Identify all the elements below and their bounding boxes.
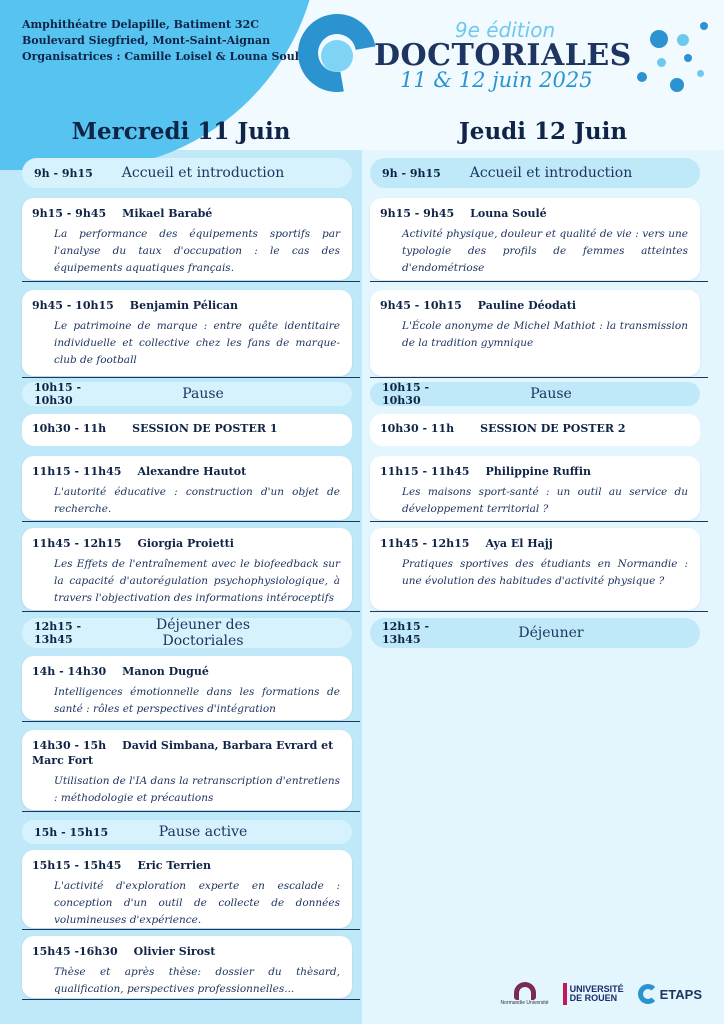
talk-speaker: Mikael Barabé [122, 207, 213, 220]
talk-speaker: David Simbana, Barbara Evrard et Marc Fort [32, 739, 334, 767]
talk-time: 11h15 - 11h45 [380, 465, 470, 478]
band-time: 12h15 - 13h45 [34, 620, 82, 646]
band-label: Accueil et introduction [121, 165, 285, 181]
slot-divider [22, 611, 360, 612]
decor-dot-icon [677, 34, 689, 46]
slot-divider [22, 929, 360, 930]
talk-speaker: Giorgia Proietti [137, 537, 234, 550]
band-label: Pause [530, 386, 572, 402]
talk-title: L'autorité éducative : construction d'un objet de recherche. [54, 486, 340, 515]
talk-time: 11h15 - 11h45 [32, 465, 122, 478]
talk-slot [22, 528, 352, 610]
decor-dot-icon [657, 58, 666, 67]
slot-divider [22, 521, 360, 522]
band-time: 9h - 9h15 [34, 166, 93, 180]
band-time: 10h15 - 10h30 [34, 381, 82, 407]
talk-header [32, 464, 340, 479]
band-time: 12h15 - 13h45 [382, 620, 430, 646]
talk-header [32, 664, 340, 679]
band-label: Pause [182, 386, 224, 402]
rouen-logo-line1: UNIVERSITÉ [569, 984, 624, 994]
slot-divider [22, 377, 360, 378]
band-label: Déjeuner [518, 625, 584, 641]
edition-label: 9e édition [454, 18, 556, 42]
talk-title: Thèse et après thèse: dossier du thèsard, qualification, perspectives professionnelles... [54, 966, 340, 995]
talk-title: Intelligences émotionnelle dans les formations de santé : rôles et perspectives d'intégration [54, 686, 340, 715]
decor-dot-icon [650, 30, 668, 48]
talk-title: Pratiques sportives des étudiants en Normandie : une évolution des habitudes d'activité physique ? [402, 558, 688, 587]
slot-divider [22, 721, 360, 722]
poster-label: SESSION DE POSTER 2 [480, 422, 626, 435]
talk-speaker: Eric Terrien [137, 859, 212, 872]
talk-time: 14h - 14h30 [32, 665, 107, 678]
talk-title: L'activité d'exploration experte en escalade : conception d'un outil de collecte de données volumineuses d'expérience. [54, 880, 340, 926]
talk-time: 11h45 - 12h15 [380, 537, 470, 550]
talk-time: 9h45 - 10h15 [32, 299, 114, 312]
talk-header [380, 206, 688, 221]
rouen-logo-line2: DE ROUEN [569, 993, 618, 1003]
address: Boulevard Siegfried, Mont-Saint-Aignan [22, 34, 271, 47]
poster-label: SESSION DE POSTER 1 [132, 422, 278, 435]
talk-slot [370, 290, 700, 376]
band-time: 15h - 15h15 [34, 825, 109, 839]
talk-title: Activité physique, douleur et qualité de vie : vers une typologie des profils de femmes atteintes d'endométriose [402, 228, 688, 274]
rouen-bar-icon [563, 983, 567, 1005]
band-label: Déjeuner des Doctoriales [155, 617, 251, 649]
band-time: 9h - 9h15 [382, 166, 441, 180]
talk-time: 9h45 - 10h15 [380, 299, 462, 312]
band-time: 10h15 - 10h30 [382, 381, 430, 407]
logo-dot-icon [321, 40, 353, 72]
normandie-universite-logo [501, 982, 549, 1006]
slot-divider [370, 521, 708, 522]
decor-dot-icon [697, 70, 704, 77]
venue: Amphithéatre Delapille, Batiment 32C [22, 18, 259, 31]
talk-speaker: Philippine Ruffin [485, 465, 591, 478]
talk-slot [22, 656, 352, 720]
talk-time: 9h15 - 9h45 [32, 207, 107, 220]
day-title-thursday: Jeudi 12 Juin [458, 118, 628, 145]
talk-header [32, 944, 340, 959]
normandie-mark-icon [514, 982, 536, 1000]
slot-divider [22, 811, 360, 812]
universite-rouen-logo [563, 983, 624, 1005]
talk-speaker: Olivier Sirost [133, 945, 216, 958]
partner-logos [501, 978, 702, 1010]
talk-slot [22, 936, 352, 998]
brand-title: DOCTORIALES [374, 38, 632, 73]
talk-header [380, 536, 688, 551]
decor-dot-icon [700, 22, 708, 30]
talk-speaker: Benjamin Pélican [129, 299, 238, 312]
session-band [370, 618, 700, 648]
talk-header [32, 298, 340, 313]
session-band [22, 820, 352, 844]
normandie-logo-text: Normandie Université [500, 1000, 549, 1006]
event-dates: 11 & 12 juin 2025 [400, 68, 593, 92]
decor-dot-icon [670, 78, 684, 92]
talk-slot [22, 730, 352, 810]
band-label: Pause active [158, 824, 248, 840]
session-band [370, 382, 700, 406]
session-band [22, 158, 352, 188]
talk-speaker: Louna Soulé [470, 207, 547, 220]
talk-slot [22, 290, 352, 376]
session-band [22, 382, 352, 406]
poster-session [370, 414, 700, 446]
slot-divider [22, 999, 360, 1000]
talk-slot [22, 850, 352, 928]
session-band [370, 158, 700, 188]
talk-speaker: Manon Dugué [122, 665, 209, 678]
talk-time: 9h15 - 9h45 [380, 207, 455, 220]
talk-time: 11h45 - 12h15 [32, 537, 122, 550]
talk-slot [370, 198, 700, 280]
poster-session [22, 414, 352, 446]
talk-time: 15h45 -16h30 [32, 945, 118, 958]
slot-divider [370, 611, 708, 612]
talk-time: 15h15 - 15h45 [32, 859, 122, 872]
talk-slot [370, 528, 700, 610]
talk-header [32, 536, 340, 551]
talk-slot [370, 456, 700, 520]
staps-logo-text: ETAPS [659, 986, 702, 1002]
band-label: Accueil et introduction [469, 165, 633, 181]
slot-divider [370, 377, 708, 378]
talk-speaker: Alexandre Hautot [137, 465, 247, 478]
talk-title: La performance des équipements sportifs par l'analyse du taux d'occupation : le cas des équipements aquatiques français. [54, 228, 340, 274]
talk-title: Utilisation de l'IA dans la retranscription d'entretiens : méthodologie et précautions [54, 775, 340, 804]
talk-time: 14h30 - 15h [32, 739, 107, 752]
talk-header [380, 464, 688, 479]
talk-title: Le patrimoine de marque : entre quête identitaire individuelle et collective chez les fans de marque-club de football [54, 320, 340, 366]
event-info [22, 17, 306, 65]
talk-header [380, 298, 688, 313]
talk-header [32, 858, 340, 873]
talk-slot [22, 198, 352, 280]
decor-dot-icon [684, 54, 692, 62]
staps-ring-icon [638, 984, 658, 1004]
poster-time: 10h30 - 11h [32, 422, 107, 435]
talk-speaker: Pauline Déodati [477, 299, 577, 312]
talk-header [32, 206, 340, 221]
poster-time: 10h30 - 11h [380, 422, 455, 435]
day-title-wednesday: Mercredi 11 Juin [71, 118, 291, 145]
slot-divider [370, 281, 708, 282]
talk-title: L'École anonyme de Michel Mathiot : la transmission de la tradition gymnique [402, 320, 688, 349]
talk-header [32, 738, 340, 768]
talk-title: Les maisons sport-santé : un outil au service du développement territorial ? [402, 486, 688, 515]
talk-speaker: Aya El Hajj [485, 537, 553, 550]
staps-logo [638, 984, 702, 1004]
organizers: Organisatrices : Camille Loisel & Louna Soulé [22, 50, 306, 63]
decor-dot-icon [637, 72, 647, 82]
talk-title: Les Effets de l'entraînement avec le biofeedback sur la capacité d'autorégulation psychophysiologique, à travers l'objectivation des informations intéroceptifs [54, 558, 340, 604]
session-band [22, 618, 352, 648]
talk-slot [22, 456, 352, 520]
slot-divider [22, 281, 360, 282]
